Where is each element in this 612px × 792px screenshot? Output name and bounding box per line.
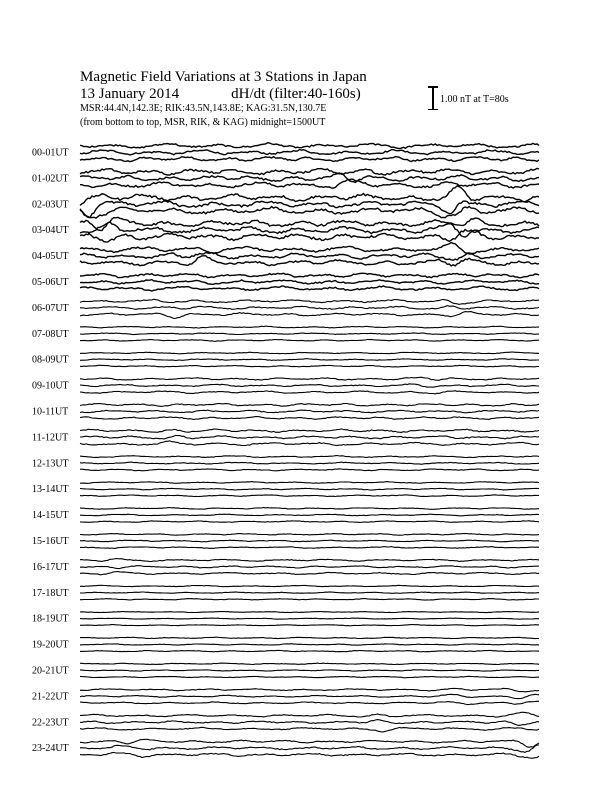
- trace-msr-16-17UT: [80, 572, 539, 575]
- row-label: 04-05UT: [32, 251, 69, 263]
- trace-rik-22-23UT: [80, 720, 539, 726]
- row-label: 08-09UT: [32, 354, 69, 366]
- row-label: 05-06UT: [32, 277, 69, 288]
- trace-rik-17-18UT: [80, 592, 539, 593]
- trace-kag-07-08UT: [80, 326, 539, 328]
- trace-kag-16-17UT: [80, 559, 539, 562]
- row-label: 23-24UT: [32, 743, 69, 755]
- trace-rik-21-22UT: [80, 694, 539, 698]
- row-label: 14-15UT: [32, 510, 69, 522]
- trace-msr-15-16UT: [80, 547, 539, 549]
- trace-kag-14-15UT: [80, 508, 539, 510]
- trace-rik-14-15UT: [80, 514, 539, 516]
- row-label: 19-20UT: [32, 639, 69, 651]
- trace-msr-00-01UT: [80, 157, 539, 162]
- trace-kag-00-01UT: [80, 143, 539, 149]
- chart-title: Magnetic Field Variations at 3 Stations in Japan: [80, 69, 367, 85]
- row-label: 09-10UT: [32, 380, 69, 392]
- row-label: 00-01UT: [32, 147, 69, 159]
- row-label: 17-18UT: [32, 587, 69, 599]
- trace-kag-10-11UT: [80, 404, 539, 407]
- trace-rik-18-19UT: [80, 618, 539, 619]
- row-label: 20-21UT: [32, 665, 69, 677]
- trace-msr-20-21UT: [80, 676, 539, 678]
- trace-kag-08-09UT: [80, 352, 539, 354]
- trace-kag-21-22UT: [80, 688, 539, 692]
- row-label: 18-19UT: [32, 613, 69, 625]
- row-label: 16-17UT: [32, 561, 69, 573]
- row-labels: [32, 148, 69, 755]
- trace-rik-12-13UT: [80, 462, 539, 464]
- trace-kag-18-19UT: [80, 612, 539, 613]
- row-label: 07-08UT: [32, 328, 69, 340]
- trace-msr-18-19UT: [80, 625, 539, 626]
- trace-kag-05-06UT: [80, 273, 539, 277]
- trace-kag-19-20UT: [80, 637, 539, 638]
- quantity-label: dH/dt (filter:40-160s): [231, 86, 361, 102]
- trace-rik-07-08UT: [80, 333, 539, 335]
- trace-rik-02-03UT: [80, 201, 539, 218]
- trace-kag-11-12UT: [80, 429, 539, 433]
- trace-rik-06-07UT: [80, 306, 539, 310]
- trace-msr-13-14UT: [80, 495, 539, 497]
- row-label: 21-22UT: [32, 691, 69, 703]
- trace-rik-13-14UT: [80, 488, 539, 490]
- scale-label: 1.00 nT at T=80s: [440, 94, 509, 105]
- trace-msr-02-03UT: [80, 207, 539, 219]
- date-label: 13 January 2014: [80, 86, 180, 102]
- trace-rik-16-17UT: [80, 566, 539, 569]
- row-label: 22-23UT: [32, 717, 69, 729]
- trace-msr-11-12UT: [80, 441, 539, 446]
- trace-kag-02-03UT: [80, 186, 539, 206]
- trace-kag-20-21UT: [80, 663, 539, 664]
- traces: [80, 143, 539, 759]
- station-coordinates: MSR:44.4N,142.3E; RIK:43.5N,143.8E; KAG:31.5N,130.7E: [80, 103, 327, 114]
- trace-kag-23-24UT: [80, 739, 539, 747]
- row-label: 06-07UT: [32, 302, 69, 314]
- trace-msr-19-20UT: [80, 650, 539, 651]
- trace-rik-19-20UT: [80, 644, 539, 646]
- trace-kag-04-05UT: [80, 243, 539, 254]
- row-label: 02-03UT: [32, 199, 69, 211]
- trace-kag-09-10UT: [80, 377, 539, 380]
- trace-msr-23-24UT: [80, 752, 539, 758]
- trace-kag-22-23UT: [80, 712, 539, 717]
- trace-msr-12-13UT: [80, 469, 539, 471]
- row-label: 11-12UT: [32, 432, 69, 444]
- trace-kag-12-13UT: [80, 456, 539, 458]
- trace-rik-09-10UT: [80, 384, 539, 387]
- row-label: 10-11UT: [32, 406, 69, 418]
- trace-msr-08-09UT: [80, 365, 539, 367]
- trace-msr-21-22UT: [80, 701, 539, 704]
- row-label: 03-04UT: [32, 225, 69, 237]
- trace-msr-17-18UT: [80, 599, 539, 601]
- trace-rik-10-11UT: [80, 410, 539, 413]
- trace-msr-10-11UT: [80, 417, 539, 420]
- trace-kag-06-07UT: [80, 299, 539, 304]
- trace-kag-13-14UT: [80, 482, 539, 484]
- trace-rik-03-04UT: [80, 222, 539, 237]
- trace-rik-05-06UT: [80, 280, 539, 285]
- trace-msr-05-06UT: [80, 286, 539, 291]
- trace-rik-23-24UT: [80, 745, 539, 752]
- row-label: 13-14UT: [32, 484, 69, 496]
- trace-msr-07-08UT: [80, 339, 539, 341]
- trace-rik-15-16UT: [80, 540, 539, 542]
- trace-rik-00-01UT: [80, 150, 539, 155]
- trace-rik-11-12UT: [80, 435, 539, 439]
- trace-kag-01-02UT: [80, 168, 539, 175]
- row-label: 15-16UT: [32, 536, 69, 547]
- row-label: 01-02UT: [32, 173, 69, 185]
- trace-kag-17-18UT: [80, 585, 539, 586]
- trace-msr-09-10UT: [80, 391, 539, 394]
- trace-kag-15-16UT: [80, 534, 539, 536]
- trace-rik-20-21UT: [80, 670, 539, 671]
- trace-msr-22-23UT: [80, 727, 539, 732]
- trace-msr-14-15UT: [80, 521, 539, 523]
- row-label: 12-13UT: [32, 458, 69, 470]
- trace-msr-06-07UT: [80, 312, 539, 319]
- station-order-note: (from bottom to top, MSR, RIK, & KAG) midnight=1500UT: [80, 117, 326, 128]
- trace-rik-08-09UT: [80, 359, 539, 361]
